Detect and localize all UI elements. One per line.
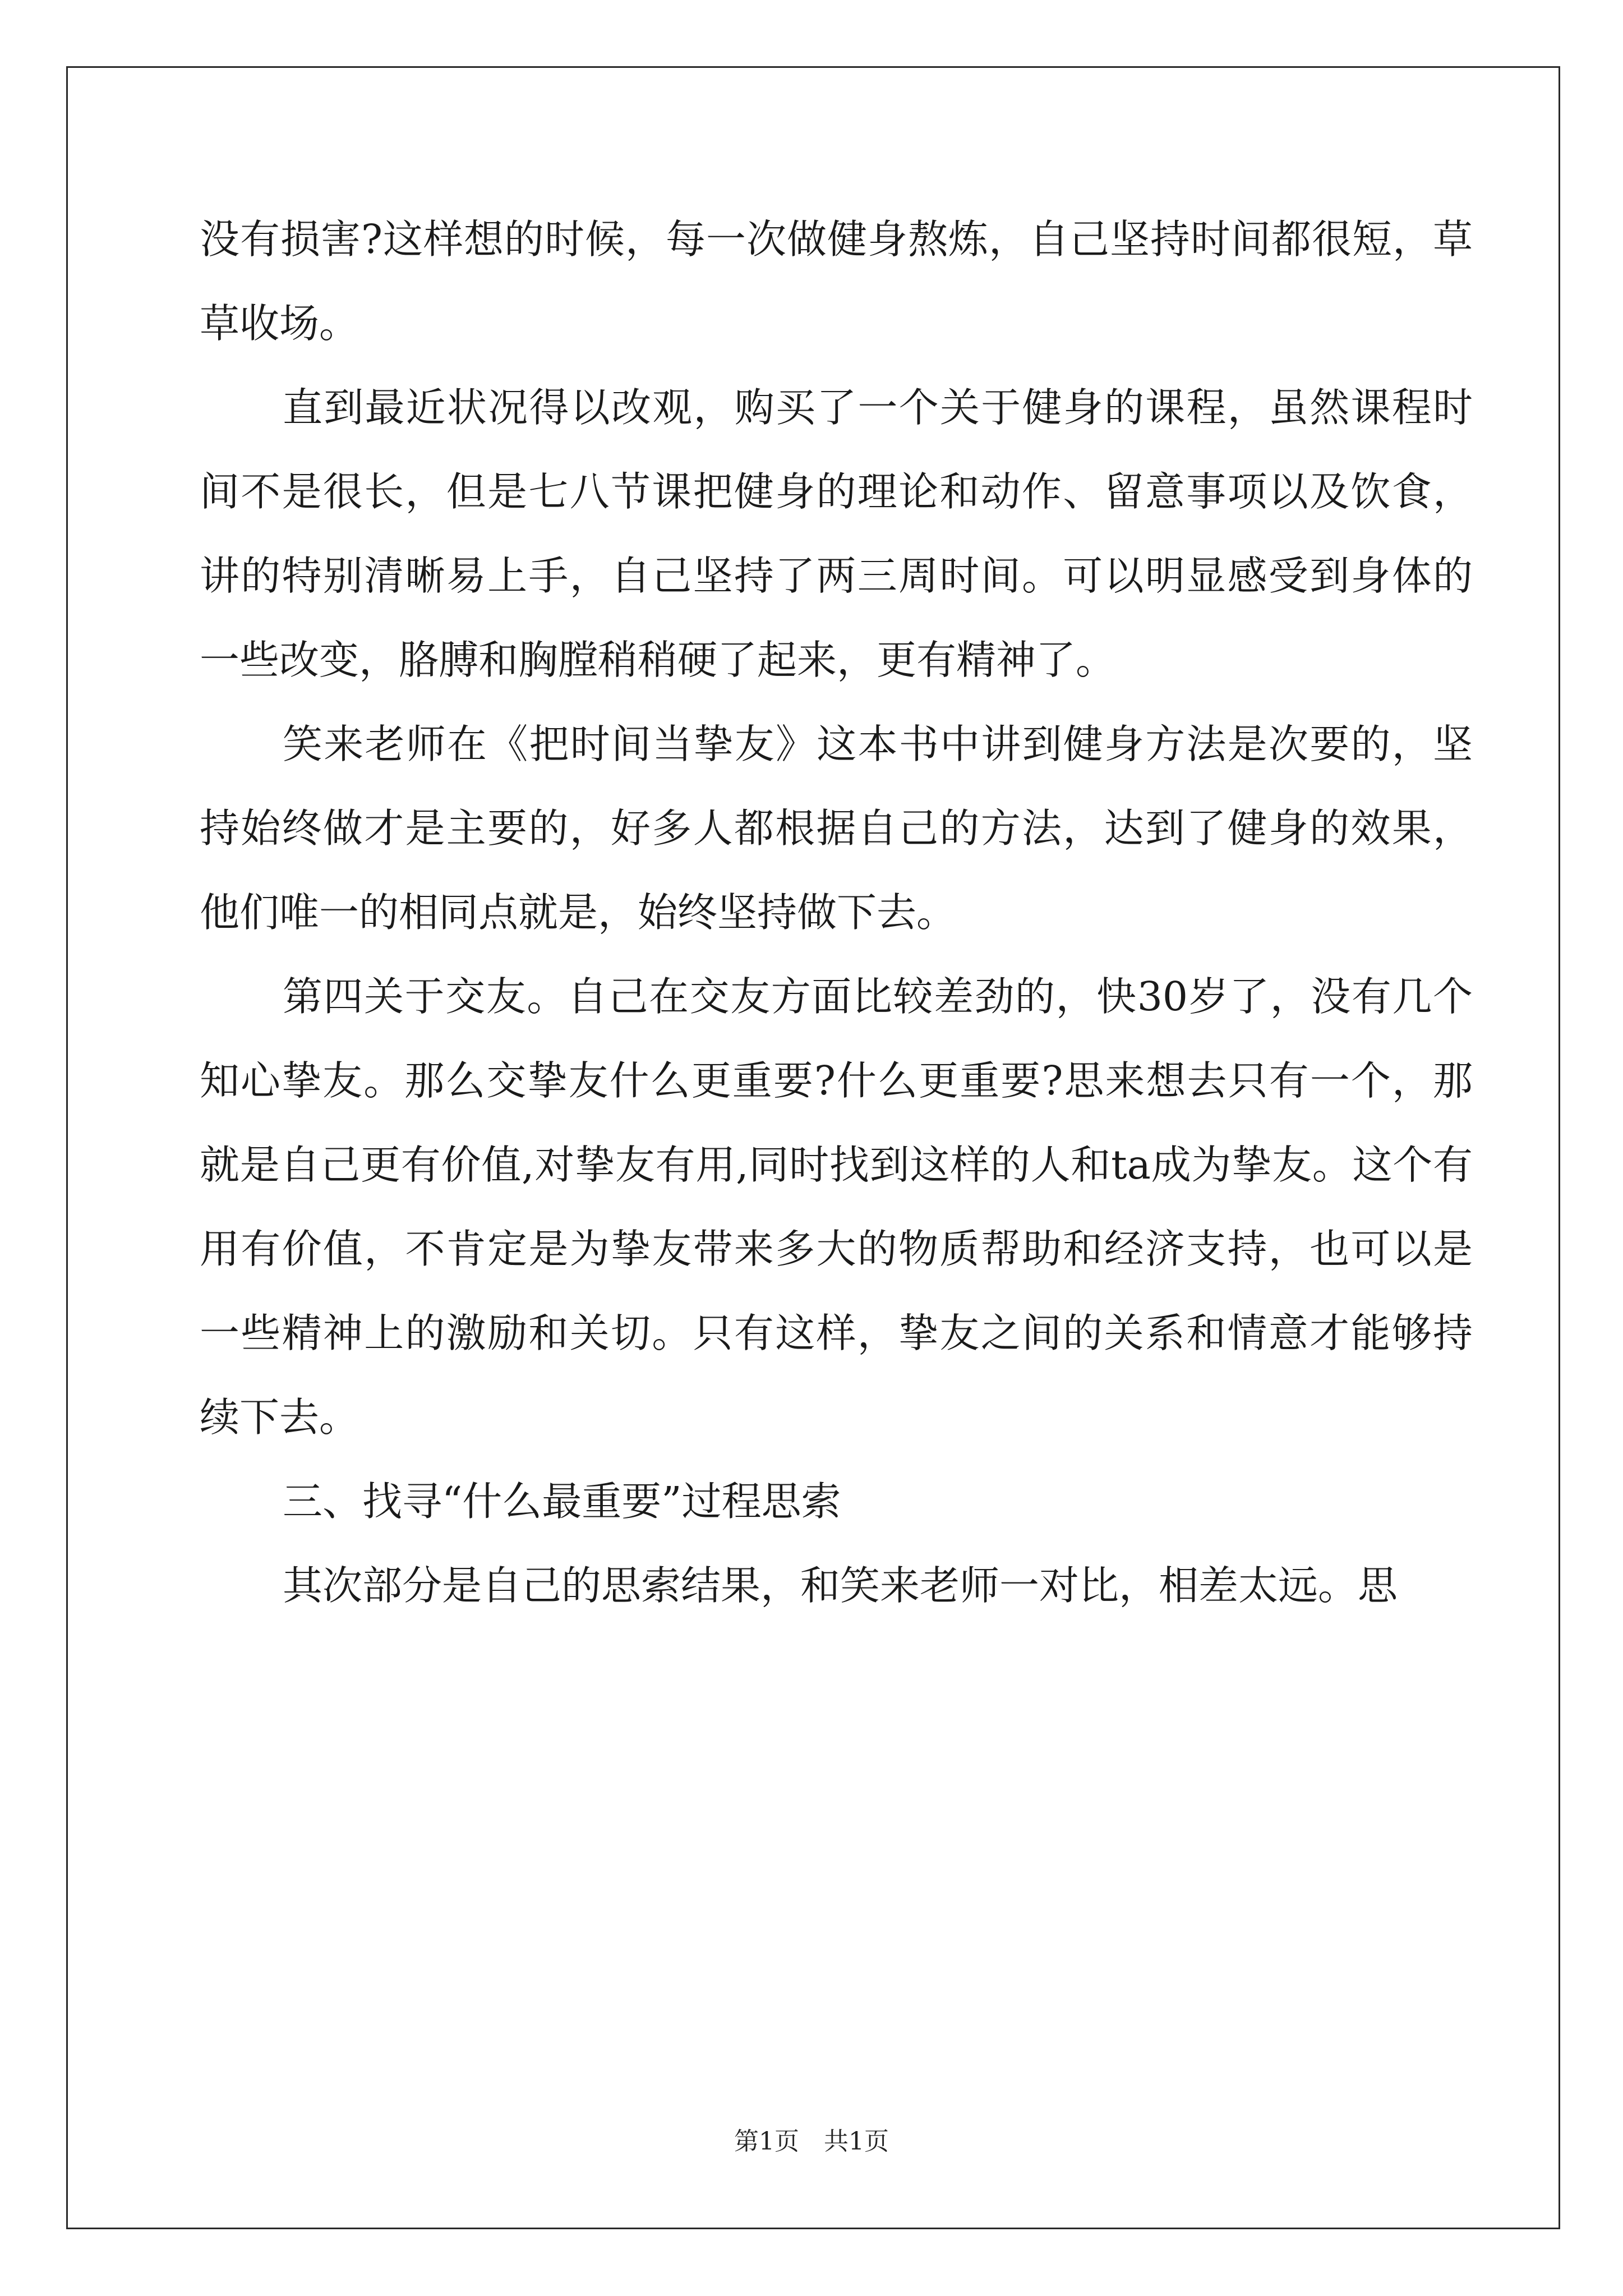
section-heading: 三、找寻“什么最重要”过程思索 — [283, 1478, 841, 1525]
paragraph-3: 笑来老师在《把时间当挚友》这本书中讲到健身方法是次要的，坚持始终做才是主要的，好多人都根据自己的方法，达到了健身的效果，他们唯一的相同点就是，始终坚持做下去。 — [200, 721, 1473, 936]
document-body — [200, 197, 1473, 1628]
paragraph-5: 其次部分是自己的思索结果，和笑来老师一对比，相差太远。思 — [283, 1562, 1398, 1609]
page-number-footer: 第1页 共1页 — [734, 2127, 889, 2156]
paragraph-1: 没有损害?这样想的时候，每一次做健身熬炼，自己坚持时间都很短，草草收场。 — [200, 216, 1473, 347]
paragraph-4: 第四关于交友。自己在交友方面比较差劲的，快30岁了，没有几个知心挚友。那么交挚友什么更重要?什么更重要?思来想去只有一个，那就是自己更有价值,对挚友有用,同时找到这样的人和ta成为挚友。这个有用有价值，不肯定是为挚友带来多大的物质帮助和经济支持，也可以是一些精神上的激励和关切。只有这样，挚友之间的关系和情意才能够持续下去。 — [200, 973, 1473, 1441]
paragraph-2: 直到最近状况得以改观，购买了一个关于健身的课程，虽然课程时间不是很长，但是七八节课把健身的理论和动作、留意事项以及饮食，讲的特别清晰易上手，自己坚持了两三周时间。可以明显感受到身体的一些改变，胳膊和胸膛稍稍硬了起来，更有精神了。 — [200, 384, 1473, 683]
